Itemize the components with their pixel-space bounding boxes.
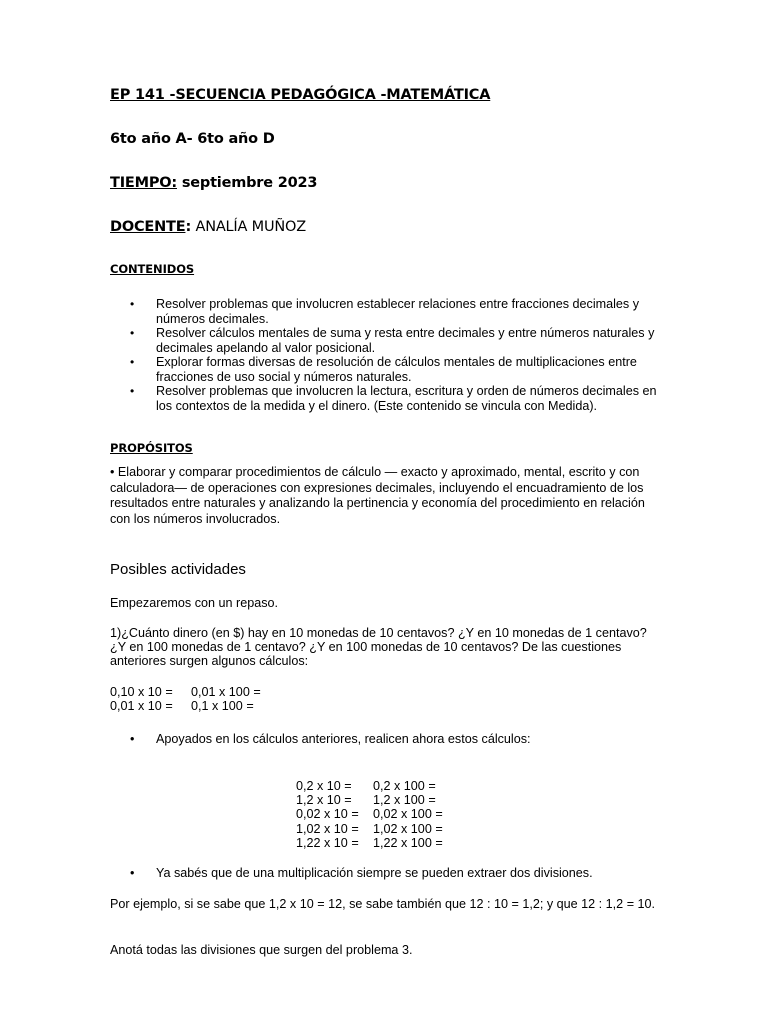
bullet-icon: • — [130, 355, 135, 369]
teacher-separator: : — [185, 219, 192, 235]
teacher-label: DOCENTE — [110, 219, 186, 235]
example-text: Por ejemplo, si se sabe que 1,2 x 10 = 12, se sabe también que 12 : 10 = 1,2; y que 12 : 1,2 = 10. — [110, 897, 656, 911]
intro-text: Empezaremos con un repaso. — [110, 596, 279, 610]
document-title: EP 141 -SECUENCIA PEDAGÓGICA -MATEMÁTICA — [110, 87, 491, 103]
time-value: septiembre 2023 — [176, 175, 318, 191]
calc-cell: 0,1 x 100 = — [191, 698, 254, 713]
bullet-text: Ya sabés que de una multiplicación siempre se pueden extraer dos divisiones. — [156, 866, 593, 880]
calc-cell: 1,02 x 10 = — [296, 821, 359, 836]
contents-list — [110, 297, 670, 413]
calc-cell: 0,02 x 100 = — [373, 807, 443, 822]
calc-row — [296, 822, 496, 836]
calc-cell: 0,02 x 10 = — [296, 807, 359, 822]
calc-cell: 1,2 x 100 = — [373, 793, 436, 808]
calc-row — [110, 700, 310, 714]
bullet-icon: • — [130, 326, 135, 340]
calc-row — [296, 793, 496, 807]
list-item-text: Resolver cálculos mentales de suma y resta entre decimales y entre números naturales y decimales apelando al valor posicional. — [156, 326, 655, 355]
contents-heading: CONTENIDOS — [110, 262, 195, 276]
time-line — [110, 175, 317, 191]
purposes-text: • Elaborar y comparar procedimientos de cálculo — exacto y aproximado, mental, escrito y con calculadora— de operaciones con expresiones decimales, incluyendo el encuadramiento de los resultados entre naturales y analizando la pertinencia y economía del procedimiento en relación con los números involucrados. — [110, 465, 645, 526]
list-item-text: Explorar formas diversas de resolución de cálculos mentales de multiplicaciones entre fracciones de uso social y números naturales. — [156, 355, 637, 384]
calc-cell: 0,2 x 100 = — [373, 779, 436, 793]
calc-group-b — [296, 779, 496, 850]
bullet-icon: • — [130, 297, 135, 311]
teacher-name: ANALÍA MUÑOZ — [191, 219, 306, 235]
calc-group-a — [110, 686, 310, 713]
calc-cell: 0,01 x 100 = — [191, 685, 261, 699]
calc-row — [296, 807, 496, 821]
list-item — [110, 384, 670, 413]
list-item — [110, 326, 670, 355]
list-item-text: Resolver problemas que involucren establecer relaciones entre fracciones decimales y números decimales. — [156, 297, 640, 326]
bullet-icon: • — [130, 732, 135, 746]
calc-row — [296, 779, 496, 793]
grade-sections: 6to año A- 6to año D — [110, 131, 275, 147]
calc-cell: 0,10 x 10 = — [110, 685, 173, 699]
purposes-heading: PROPÓSITOS — [110, 441, 193, 455]
bullet-icon: • — [130, 384, 135, 398]
calc-row — [296, 836, 496, 850]
calc-cell: 1,22 x 10 = — [296, 835, 359, 850]
teacher-line — [110, 219, 306, 235]
activities-heading: Posibles actividades — [110, 561, 246, 578]
bullet-text: Apoyados en los cálculos anteriores, realicen ahora estos cálculos: — [156, 732, 531, 746]
list-item-text: Resolver problemas que involucren la lectura, escritura y orden de números decimales en los contextos de la medida y el dinero. (Este contenido se vincula con Medida). — [156, 384, 657, 413]
calc-cell: 1,02 x 100 = — [373, 821, 443, 836]
calc-cell: 1,2 x 10 = — [296, 793, 352, 808]
calc-cell: 1,22 x 100 = — [373, 835, 443, 850]
bullet-icon: • — [130, 866, 135, 880]
calc-cell: 0,01 x 10 = — [110, 698, 173, 713]
list-item — [110, 297, 670, 326]
time-label: TIEMPO: — [110, 175, 177, 191]
closing-text: Anotá todas las divisiones que surgen del problema 3. — [110, 943, 413, 957]
problem-1-text: 1)¿Cuánto dinero (en $) hay en 10 monedas de 10 centavos? ¿Y en 10 monedas de 1 centavo? ¿Y en 100 monedas de 1 centavo? ¿Y en 100 monedas de 10 centavos? De las cuestiones anteriores surgen algunos cálculos: — [110, 626, 647, 668]
calc-cell: 0,2 x 10 = — [296, 779, 352, 793]
calc-row — [110, 686, 310, 700]
list-item — [110, 355, 670, 384]
